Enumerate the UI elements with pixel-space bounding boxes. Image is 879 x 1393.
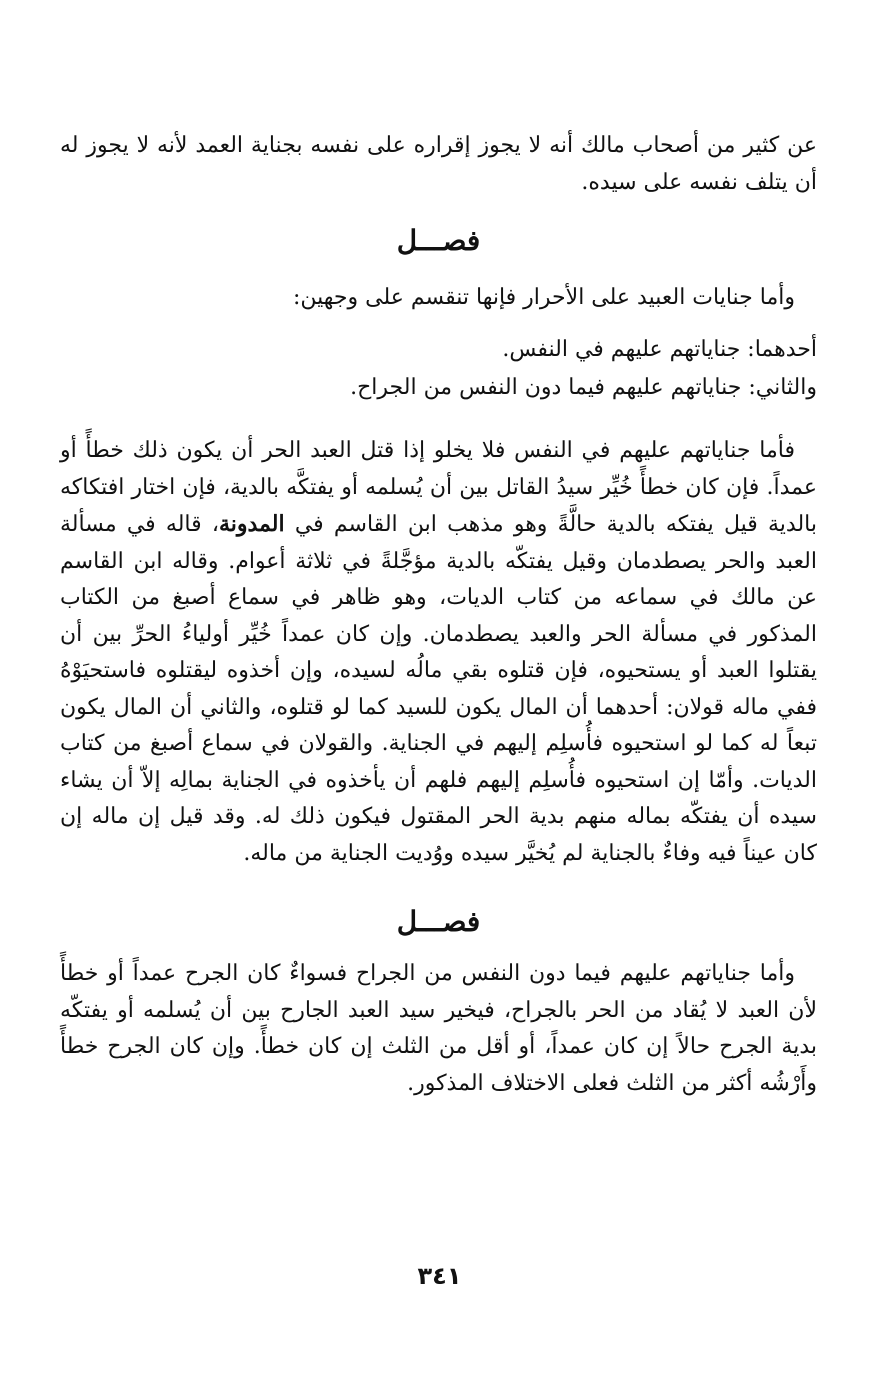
- section2-body-paragraph: وأما جناياتهم عليهم فيما دون النفس من الجراح فسواءٌ كان الجرح عمداً أو خطأً لأن العبد لا يُقاد من الحر بالجراح، فيخير سيد العبد الجارح بين أن يُسلمه أو يفتكّه بدية الجرح حالاً إن كان عمداً، أو أقل من الثلث إن كان خطأً. وإن كان الجرح خطأً وأَرْشُه أكثر من الثلث فعلى الاختلاف المذكور.: [60, 961, 817, 1096]
- mudawwana-term: المدونة: [218, 511, 285, 537]
- section-heading-1: فصـــل: [396, 224, 481, 257]
- page-body: [60, 118, 817, 1102]
- section1-item-1: أحدهما: جناياتهم عليهم في النفس.: [502, 337, 817, 362]
- section1-item-2: والثاني: جناياتهم عليهم فيما دون النفس من الجراح.: [350, 375, 817, 400]
- section1-body-part2: ، قاله في مسألة العبد والحر يصطدمان وقيل يفتكّه بالدية مؤجَّلةً في ثلاثة أعوام. وقاله ابن القاسم عن مالك في سماعه من كتاب الديات، وهو ظاهر في سماع أصبغ من الكتاب المذكور في مسألة الحر والعبد يصطدمان. وإن كان عمداً خُيِّر أولياءُ الحرِّ بين أن يقتلوا العبد أو يستحيوه، فإن قتلوه بقي مالُه لسيده، وإن أخذوه ليقتلوه فاستحيَوْهُ ففي ماله قولان: أحدهما أن المال يكون للسيد كما لو قتلوه، والثاني أن المال يكون تبعاً له كما لو استحيوه فأُسلِم إليهم في الجناية. والقولان في سماع أصبغ من كتاب الديات. وأمّا إن استحيوه فأُسلِم إليهم فلهم أن يأخذوه في الجناية بمالِه إلاّ أن يشاء سيده أن يفتكّه بماله منهم بدية الحر المقتول فيكون ذلك له. وقد قيل إن ماله إن كان عيناً فيه وفاءٌ بالجناية لم يُخيَّر سيده ووُديت الجناية من ماله.: [60, 512, 817, 866]
- opening-paragraph: عن كثير من أصحاب مالك أنه لا يجوز إقراره على نفسه بجناية العمد لأنه لا يجوز له أن يتلف نفسه على سيده.: [60, 133, 817, 195]
- page-number: ٣٤١: [417, 1262, 462, 1290]
- section-heading-2: فصـــل: [396, 905, 481, 938]
- section1-body-paragraph: [60, 433, 817, 872]
- section1-intro: وأما جنايات العبيد على الأحرار فإنها تنقسم على وجهين:: [292, 285, 795, 310]
- section1-body-part1: فأما جناياتهم عليهم في النفس فلا يخلو إذا قتل العبد الحر أن يكون ذلك خطأً أو عمداً. فإن كان خطأً خُيِّر سيدُ القاتل بين أن يُسلمه أو يفتكَّه بالدية، فإن اختار افتكاكه بالدية قيل يفتكه بالدية حالَّةً وهو مذهب ابن القاسم في: [60, 438, 817, 537]
